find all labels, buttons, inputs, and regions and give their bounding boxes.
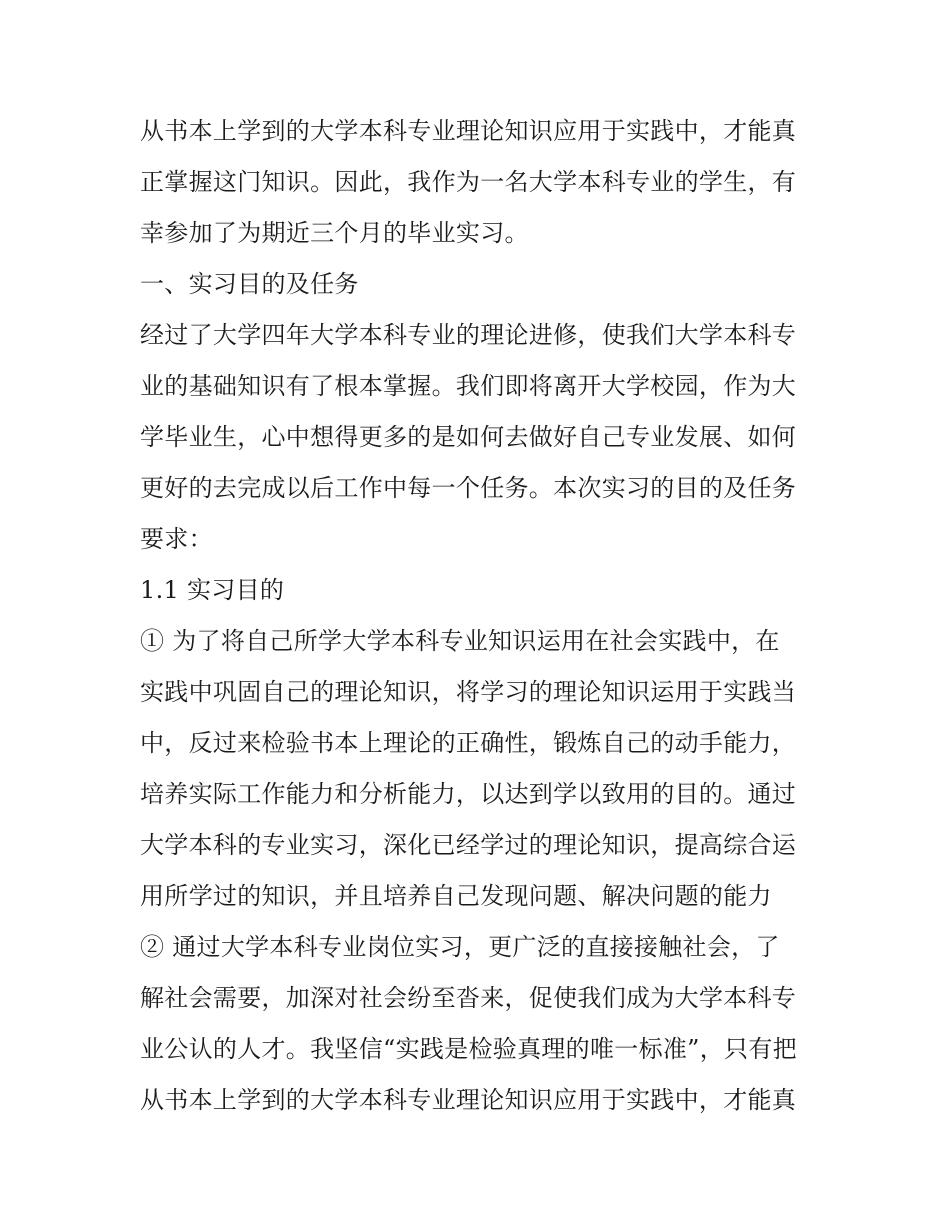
text-line: 业公认的人才。我坚信“实践是检验真理的唯一标准”，只有把 (140, 1035, 797, 1063)
text-line: 业的基础知识有了根本掌握。我们即将离开大学校园，作为大 (140, 372, 797, 400)
subsection-heading: 1.1 实习目的 (140, 576, 285, 604)
text-line: 更好的去完成以后工作中每一个任务。本次实习的目的及任务 (140, 474, 797, 502)
document-body (140, 106, 820, 1126)
text-line: 用所学过的知识，并且培养自己发现问题、解决问题的能力 (140, 882, 772, 910)
text-line: 经过了大学四年大学本科专业的理论进修，使我们大学本科专 (140, 321, 797, 349)
text-line: 培养实际工作能力和分析能力，以达到学以致用的目的。通过 (140, 780, 797, 808)
text-line: 从书本上学到的大学本科专业理论知识应用于实践中，才能真 (140, 117, 797, 145)
text-line: 幸参加了为期近三个月的毕业实习。 (140, 219, 529, 247)
text-line: 学毕业生，心中想得更多的是如何去做好自己专业发展、如何 (140, 423, 797, 451)
text-line: 正掌握这门知识。因此，我作为一名大学本科专业的学生，有 (140, 168, 797, 196)
text-line: 解社会需要，加深对社会纷至沓来，促使我们成为大学本科专 (140, 984, 797, 1012)
text-line: 要求： (140, 525, 213, 553)
text-line: ① 为了将自己所学大学本科专业知识运用在社会实践中，在 (140, 627, 780, 655)
text-line: ② 通过大学本科专业岗位实习，更广泛的直接接触社会，了 (140, 933, 780, 961)
text-line: 大学本科的专业实习，深化已经学过的理论知识，提高综合运 (140, 831, 797, 859)
text-line: 中，反过来检验书本上理论的正确性，锻炼自己的动手能力， (140, 729, 797, 757)
text-line: 从书本上学到的大学本科专业理论知识应用于实践中，才能真 (140, 1086, 797, 1114)
text-line: 实践中巩固自己的理论知识，将学习的理论知识运用于实践当 (140, 678, 797, 706)
section-heading: 一、实习目的及任务 (140, 270, 359, 298)
